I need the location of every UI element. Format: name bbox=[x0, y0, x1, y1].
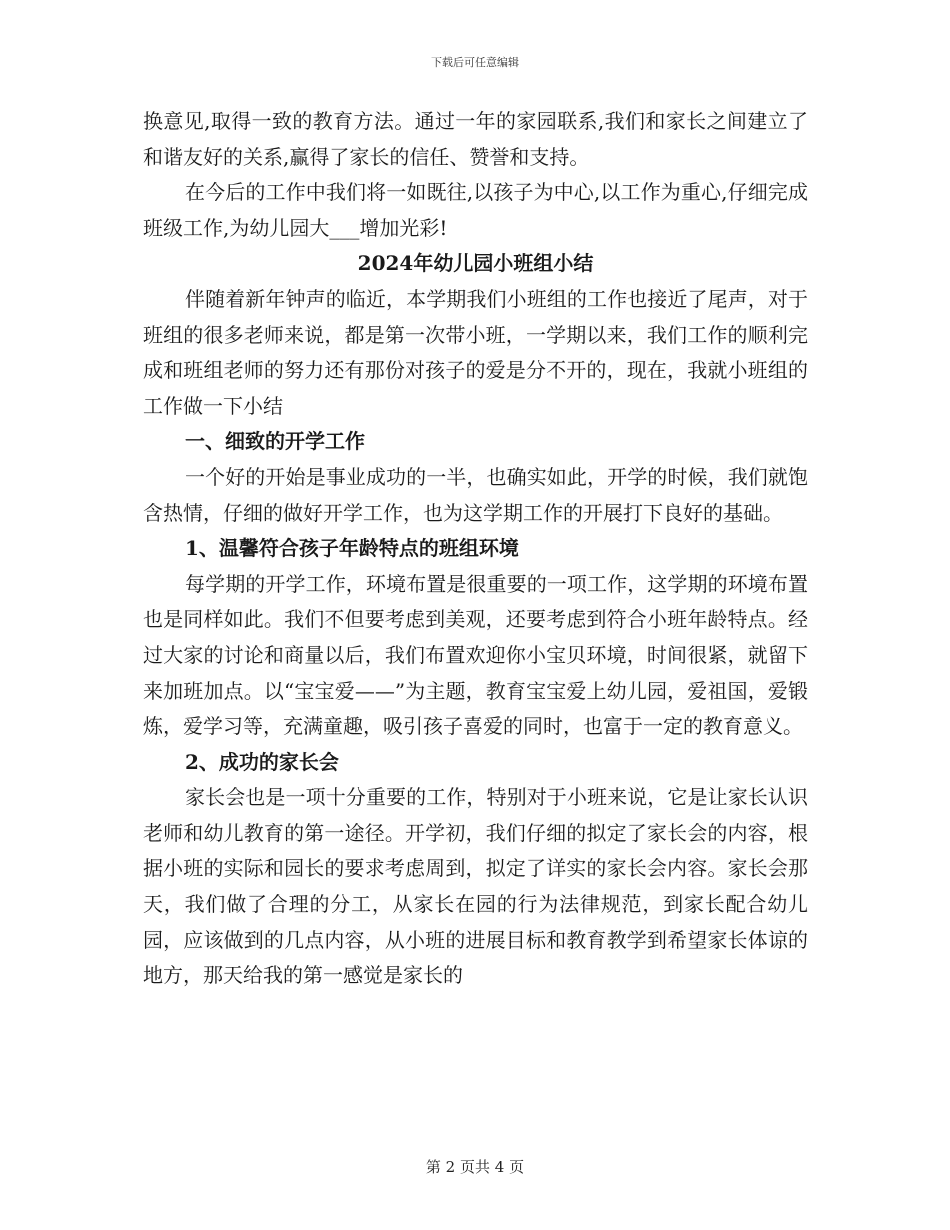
document-title: 2024年幼儿园小班组小结 bbox=[357, 251, 594, 276]
paragraph-intro: 伴随着新年钟声的临近，本学期我们小班组的工作也接近了尾声，对于班组的很多老师来说，都是第一次带小班，一学期以来，我们工作的顺利完成和班组老师的努力还有那份对孩子的爱是分不开的，现在，我就小班组的工作做一下小结 bbox=[143, 286, 808, 418]
subsection-heading-1: 1、温馨符合孩子年龄特点的班组环境 bbox=[185, 536, 519, 561]
paragraph-section-1: 一个好的开始是事业成功的一半，也确实如此，开学的时候，我们就饱含热情，仔细的做好开学工作，也为这学期工作的开展打下良好的基础。 bbox=[143, 464, 808, 525]
section-heading-1: 一、细致的开学工作 bbox=[185, 429, 365, 454]
page-header: 下载后可任意编辑 bbox=[431, 56, 519, 69]
paragraph-closing: 在今后的工作中我们将一如既往,以孩子为中心,以工作为重心,仔细完成班级工作,为幼儿园大___增加光彩! bbox=[143, 180, 808, 240]
paragraph-continued: 换意见,取得一致的教育方法。通过一年的家园联系,我们和家长之间建立了和谐友好的关系,赢得了家长的信任、赞誉和支持。 bbox=[143, 109, 808, 169]
paragraph-parent-meeting: 家长会也是一项十分重要的工作，特别对于小班来说，它是让家长认识老师和幼儿教育的第一途径。开学初，我们仔细的拟定了家长会的内容，根据小班的实际和园长的要求考虑周到，拟定了详实的家长会内容。家长会那天，我们做了合理的分工，从家长在园的行为法律规范，到家长配合幼儿园，应该做到的几点内容，从小班的进展目标和教育教学到希望家长体谅的地方，那天给我的第一感觉是家长的 bbox=[143, 785, 808, 988]
document-body bbox=[143, 104, 808, 994]
subsection-heading-2: 2、成功的家长会 bbox=[185, 749, 339, 774]
page-footer: 第 2 页共 4 页 bbox=[425, 1158, 525, 1176]
paragraph-environment: 每学期的开学工作，环境布置是很重要的一项工作，这学期的环境布置也是同样如此。我们不但要考虑到美观，还要考虑到符合小班年龄特点。经过大家的讨论和商量以后，我们布置欢迎你小宝贝环境，时间很紧，就留下来加班加点。以“宝宝爱——”为主题，教育宝宝爱上幼儿园，爱祖国，爱锻炼，爱学习等，充满童趣，吸引孩子喜爱的同时，也富于一定的教育意义。 bbox=[143, 571, 808, 739]
